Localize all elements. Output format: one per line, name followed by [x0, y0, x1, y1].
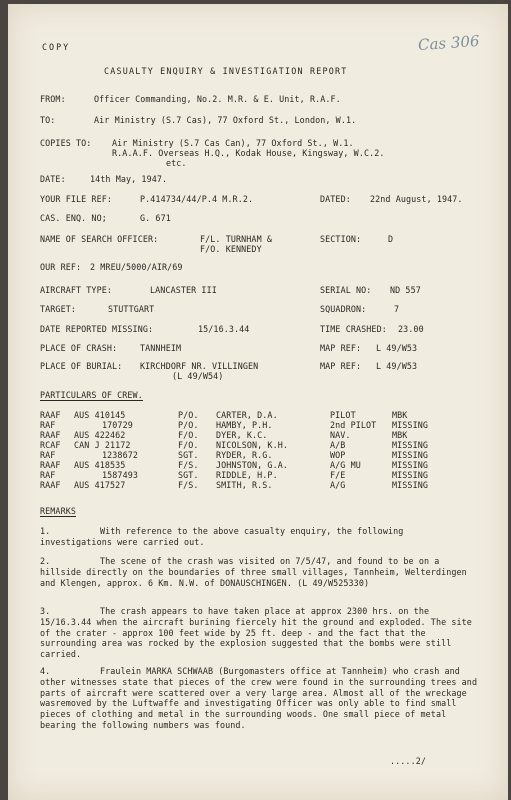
search-officer-line-1: F/L. TURNHAM & — [200, 234, 272, 244]
crew-role: A/G MU — [330, 460, 361, 470]
crew-role: F/E — [330, 470, 346, 480]
remark-text: The crash appears to have taken place at approx 2300 hrs. on the 15/16.3.44 when the aircraft burining fiercely hit the ground and exploded. The site of the crater - approx 100 feet wide by 25 ft. deep - and the fact that the surrounding area was rocked by the explosion suggested that the bombs were still carried. — [40, 606, 472, 660]
cas-enq-label: CAS. ENQ. NO; — [40, 213, 107, 223]
crew-name: NICOLSON, K.H. — [216, 440, 288, 450]
target-label: TARGET: — [40, 304, 76, 314]
time-crashed-value: 23.00 — [398, 324, 424, 334]
place-crash-label: PLACE OF CRASH: — [40, 343, 118, 353]
crew-force: RAAF — [40, 410, 61, 420]
crew-force: RAF — [40, 470, 56, 480]
crew-rank: SGT. — [178, 450, 199, 460]
place-burial-line-2: (L 49/W54) — [172, 371, 224, 381]
crew-force: RAF — [40, 450, 56, 460]
copies-to-line-3: etc. — [166, 158, 187, 168]
crew-heading: PARTICULARS OF CREW. — [40, 390, 143, 400]
remark-text: With reference to the above casualty enquiry, the following investigations were carried out. — [40, 526, 404, 547]
crew-rank: F/S. — [178, 460, 199, 470]
squadron-value: 7 — [394, 304, 400, 314]
remark-paragraph-3 — [40, 606, 480, 660]
map-ref-1-label: MAP REF: — [320, 343, 362, 353]
remark-text: The scene of the crash was visited on 7/5/47, and found to be on a hillside directly on the boundaries of three small villages, Tannheim, Welterdingen and Klengen, approx. 6 Km. N.W. of DONAUSCHINGEN. (L 49/W525330) — [40, 556, 467, 588]
map-ref-2-value: L 49/W53 — [376, 361, 418, 371]
remark-number: 2. — [40, 556, 51, 566]
crew-role: 2nd PILOT — [330, 420, 377, 430]
remark-text: Fraulein MARKA SCHWAAB (Burgomasters office at Tannheim) who crash and other witnesses state that pieces of the crew were found in the surrounding trees and parts of aircraft were scattered over a very large area. Almost all of the wreckage wasremoved by the Luftwaffe and investigating Officer was only able to find small pieces of clothing and metal in the surrounding woods. One small piece of metal bearing the following numbers was found. — [40, 666, 478, 730]
aircraft-type-value: LANCASTER III — [150, 285, 217, 295]
place-burial-label: PLACE OF BURIAL: — [40, 361, 123, 371]
your-file-ref-value: P.414734/44/P.4 M.R.2. — [140, 194, 254, 204]
target-value: STUTTGART — [108, 304, 155, 314]
crew-name: JOHNSTON, G.A. — [216, 460, 288, 470]
serial-no-value: ND 557 — [390, 285, 421, 295]
crew-rank: P/O. — [178, 410, 199, 420]
crew-rank: SGT. — [178, 470, 199, 480]
from-label: FROM: — [40, 94, 66, 104]
copies-to-line-1: Air Ministry (S.7 Cas Can), 77 Oxford St., W.1. — [112, 138, 354, 148]
crew-number: AUS 410145 — [74, 410, 126, 420]
dated-value: 22nd August, 1947. — [370, 194, 463, 204]
crew-number: 1587493 — [102, 470, 138, 480]
crew-status: MISSING — [392, 470, 428, 480]
crew-rank: F/O. — [178, 440, 199, 450]
remark-paragraph-2 — [40, 556, 480, 588]
crew-number: CAN J 21172 — [74, 440, 131, 450]
crew-status: MISSING — [392, 450, 428, 460]
map-ref-2-label: MAP REF: — [320, 361, 362, 371]
remarks-heading: REMARKS — [40, 506, 76, 516]
handwritten-reference: Cas 306 — [417, 31, 481, 55]
search-officer-line-2: F/O. KENNEDY — [200, 244, 262, 254]
cas-enq-value: G. 671 — [140, 213, 171, 223]
page-continuation: .....2/ — [390, 756, 426, 766]
crew-status: MISSING — [392, 440, 428, 450]
crew-status: MBK — [392, 410, 408, 420]
crew-force: RCAF — [40, 440, 61, 450]
to-value: Air Ministry (S.7 Cas), 77 Oxford St., London, W.1. — [94, 115, 357, 125]
crew-force: RAAF — [40, 430, 61, 440]
crew-role: NAV. — [330, 430, 351, 440]
crew-status: MISSING — [392, 420, 428, 430]
your-file-ref-label: YOUR FILE REF: — [40, 194, 112, 204]
section-label: SECTION: — [320, 234, 362, 244]
map-ref-1-value: L 49/W53 — [376, 343, 418, 353]
crew-rank: F/O. — [178, 430, 199, 440]
date-value: 14th May, 1947. — [90, 174, 168, 184]
remark-number: 4. — [40, 666, 51, 676]
crew-number: AUS 422462 — [74, 430, 126, 440]
copies-to-label: COPIES TO: — [40, 138, 92, 148]
crew-force: RAF — [40, 420, 56, 430]
crew-status: MISSING — [392, 460, 428, 470]
crew-rank: P/O. — [178, 420, 199, 430]
crew-number: 170729 — [102, 420, 133, 430]
time-crashed-label: TIME CRASHED: — [320, 324, 387, 334]
crew-role: A/G — [330, 480, 346, 490]
crew-number: AUS 418535 — [74, 460, 126, 470]
our-ref-label: OUR REF: — [40, 262, 82, 272]
date-missing-value: 15/16.3.44 — [198, 324, 250, 334]
date-label: DATE: — [40, 174, 66, 184]
document-page — [8, 4, 508, 800]
squadron-label: SQUADRON: — [320, 304, 367, 314]
date-missing-label: DATE REPORTED MISSING: — [40, 324, 154, 334]
serial-no-label: SERIAL NO: — [320, 285, 372, 295]
remark-paragraph-4 — [40, 666, 480, 731]
report-title: CASUALTY ENQUIRY & INVESTIGATION REPORT — [104, 66, 348, 76]
place-crash-value: TANNHEIM — [140, 343, 182, 353]
crew-name: HAMBY, P.H. — [216, 420, 273, 430]
crew-name: CARTER, D.A. — [216, 410, 278, 420]
section-value: D — [388, 234, 394, 244]
crew-status: MBK — [392, 430, 408, 440]
crew-rank: F/S. — [178, 480, 199, 490]
place-burial-line-1: KIRCHDORF NR. VILLINGEN — [140, 361, 259, 371]
aircraft-type-label: AIRCRAFT TYPE: — [40, 285, 112, 295]
copies-to-line-2: R.A.A.F. Overseas H.Q., Kodak House, Kingsway, W.C.2. — [112, 148, 385, 158]
crew-role: WOP — [330, 450, 346, 460]
our-ref-value: 2 MREU/5000/AIR/69 — [90, 262, 183, 272]
from-value: Officer Commanding, No.2. M.R. & E. Unit, R.A.F. — [94, 94, 341, 104]
crew-role: PILOT — [330, 410, 356, 420]
crew-status: MISSING — [392, 480, 428, 490]
remark-number: 1. — [40, 526, 51, 536]
crew-force: RAAF — [40, 460, 61, 470]
remark-paragraph-1 — [40, 526, 480, 548]
crew-force: RAAF — [40, 480, 61, 490]
remark-number: 3. — [40, 606, 51, 616]
crew-number: AUS 417527 — [74, 480, 126, 490]
crew-name: RYDER, R.G. — [216, 450, 273, 460]
crew-number: 1238672 — [102, 450, 138, 460]
crew-name: SMITH, R.S. — [216, 480, 273, 490]
dated-label: DATED: — [320, 194, 351, 204]
to-label: TO: — [40, 115, 56, 125]
copy-stamp: COPY — [42, 42, 71, 52]
search-officer-label: NAME OF SEARCH OFFICER: — [40, 234, 159, 244]
crew-name: RIDDLE, H.P. — [216, 470, 278, 480]
crew-role: A/B — [330, 440, 346, 450]
crew-name: DYER, K.C. — [216, 430, 268, 440]
